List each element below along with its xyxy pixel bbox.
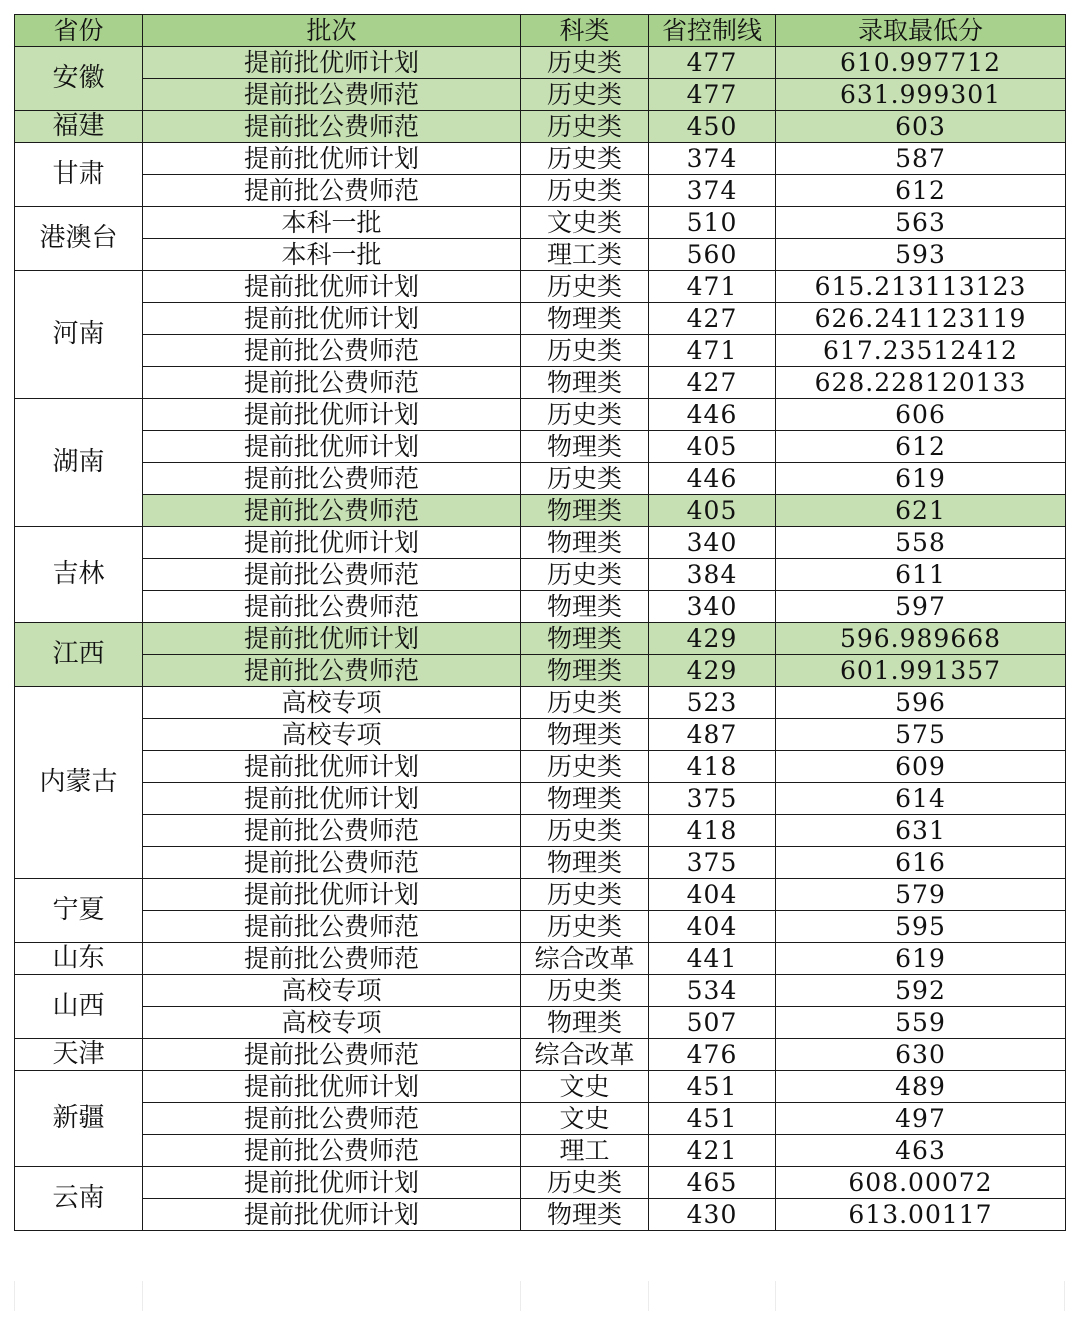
batch-cell[interactable]: 提前批公费师范: [143, 591, 521, 623]
min-score-cell[interactable]: 619: [776, 463, 1066, 495]
control-line-cell[interactable]: 404: [649, 911, 776, 943]
batch-cell[interactable]: 提前批优师计划: [143, 1071, 521, 1103]
control-line-cell[interactable]: 421: [649, 1135, 776, 1167]
control-line-cell[interactable]: 451: [649, 1103, 776, 1135]
min-score-cell[interactable]: 601.991357: [776, 655, 1066, 687]
empty-grid-area: [14, 1281, 1065, 1311]
subject-type-cell[interactable]: 文史类: [521, 207, 649, 239]
batch-cell[interactable]: 提前批优师计划: [143, 879, 521, 911]
table-row: [15, 1199, 1066, 1231]
subject-type-cell[interactable]: 历史类: [521, 559, 649, 591]
control-line-cell[interactable]: 476: [649, 1039, 776, 1071]
min-score-cell[interactable]: 613.00117: [776, 1199, 1066, 1231]
province-cell[interactable]: 湖南: [15, 399, 143, 527]
subject-type-cell[interactable]: 历史类: [521, 879, 649, 911]
control-line-cell[interactable]: 375: [649, 847, 776, 879]
min-score-cell[interactable]: 563: [776, 207, 1066, 239]
table-row: [15, 751, 1066, 783]
table-row: [15, 911, 1066, 943]
control-line-cell[interactable]: 465: [649, 1167, 776, 1199]
control-line-cell[interactable]: 340: [649, 591, 776, 623]
province-cell[interactable]: 内蒙古: [15, 687, 143, 879]
table-row: [15, 1135, 1066, 1167]
table-row: [15, 399, 1066, 431]
subject-type-cell[interactable]: 物理类: [521, 655, 649, 687]
province-cell[interactable]: 甘肃: [15, 143, 143, 207]
subject-type-cell[interactable]: 理工: [521, 1135, 649, 1167]
min-score-cell[interactable]: 616: [776, 847, 1066, 879]
batch-cell[interactable]: 提前批公费师范: [143, 335, 521, 367]
table-row: [15, 655, 1066, 687]
control-line-cell[interactable]: 477: [649, 79, 776, 111]
control-line-cell[interactable]: 340: [649, 527, 776, 559]
table-row: [15, 367, 1066, 399]
control-line-cell[interactable]: 507: [649, 1007, 776, 1039]
subject-type-cell[interactable]: 物理类: [521, 527, 649, 559]
province-cell[interactable]: 天津: [15, 1039, 143, 1071]
batch-cell[interactable]: 提前批优师计划: [143, 623, 521, 655]
batch-cell[interactable]: 提前批公费师范: [143, 559, 521, 591]
batch-cell[interactable]: 提前批公费师范: [143, 943, 521, 975]
subject-type-cell[interactable]: 物理类: [521, 847, 649, 879]
admission-score-table: [14, 14, 1066, 1231]
min-score-cell[interactable]: 619: [776, 943, 1066, 975]
min-score-cell[interactable]: 579: [776, 879, 1066, 911]
subject-type-cell[interactable]: 历史类: [521, 1167, 649, 1199]
batch-cell[interactable]: 提前批优师计划: [143, 527, 521, 559]
subject-type-cell[interactable]: 历史类: [521, 175, 649, 207]
table-row: [15, 47, 1066, 79]
subject-type-cell[interactable]: 历史类: [521, 687, 649, 719]
table-row: [15, 175, 1066, 207]
min-score-cell[interactable]: 621: [776, 495, 1066, 527]
subject-type-cell[interactable]: 历史类: [521, 47, 649, 79]
batch-cell[interactable]: 高校专项: [143, 719, 521, 751]
subject-type-cell[interactable]: 物理类: [521, 591, 649, 623]
subject-type-cell[interactable]: 物理类: [521, 303, 649, 335]
subject-type-cell[interactable]: 文史: [521, 1103, 649, 1135]
subject-type-cell[interactable]: 物理类: [521, 623, 649, 655]
subject-type-cell[interactable]: 理工类: [521, 239, 649, 271]
batch-cell[interactable]: 提前批公费师范: [143, 815, 521, 847]
min-score-cell[interactable]: 617.23512412: [776, 335, 1066, 367]
min-score-cell[interactable]: 603: [776, 111, 1066, 143]
min-score-cell[interactable]: 558: [776, 527, 1066, 559]
control-line-cell[interactable]: 384: [649, 559, 776, 591]
min-score-cell[interactable]: 626.241123119: [776, 303, 1066, 335]
batch-cell[interactable]: 提前批优师计划: [143, 303, 521, 335]
min-score-cell[interactable]: 631.999301: [776, 79, 1066, 111]
control-line-cell[interactable]: 560: [649, 239, 776, 271]
header-subject-type[interactable]: 科类: [521, 15, 649, 47]
subject-type-cell[interactable]: 历史类: [521, 335, 649, 367]
min-score-cell[interactable]: 628.228120133: [776, 367, 1066, 399]
province-cell[interactable]: 吉林: [15, 527, 143, 623]
subject-type-cell[interactable]: 历史类: [521, 751, 649, 783]
table-row: [15, 143, 1066, 175]
control-line-cell[interactable]: 487: [649, 719, 776, 751]
batch-cell[interactable]: 提前批公费师范: [143, 495, 521, 527]
province-cell[interactable]: 山东: [15, 943, 143, 975]
control-line-cell[interactable]: 405: [649, 431, 776, 463]
control-line-cell[interactable]: 430: [649, 1199, 776, 1231]
header-province[interactable]: 省份: [15, 15, 143, 47]
province-cell[interactable]: 江西: [15, 623, 143, 687]
min-score-cell[interactable]: 606: [776, 399, 1066, 431]
subject-type-cell[interactable]: 历史类: [521, 815, 649, 847]
min-score-cell[interactable]: 614: [776, 783, 1066, 815]
table-row: [15, 559, 1066, 591]
province-cell[interactable]: 安徽: [15, 47, 143, 111]
min-score-cell[interactable]: 587: [776, 143, 1066, 175]
min-score-cell[interactable]: 610.997712: [776, 47, 1066, 79]
min-score-cell[interactable]: 463: [776, 1135, 1066, 1167]
subject-type-cell[interactable]: 文史: [521, 1071, 649, 1103]
batch-cell[interactable]: 提前批优师计划: [143, 431, 521, 463]
control-line-cell[interactable]: 451: [649, 1071, 776, 1103]
min-score-cell[interactable]: 595: [776, 911, 1066, 943]
header-row: [15, 15, 1066, 47]
control-line-cell[interactable]: 534: [649, 975, 776, 1007]
province-cell[interactable]: 河南: [15, 271, 143, 399]
province-cell[interactable]: 新疆: [15, 1071, 143, 1167]
table-row: [15, 335, 1066, 367]
batch-cell[interactable]: 提前批优师计划: [143, 399, 521, 431]
table-row: [15, 495, 1066, 527]
control-line-cell[interactable]: 427: [649, 367, 776, 399]
table-row: [15, 271, 1066, 303]
subject-type-cell[interactable]: 物理类: [521, 783, 649, 815]
header-min-score[interactable]: 录取最低分: [776, 15, 1066, 47]
batch-cell[interactable]: 提前批公费师范: [143, 847, 521, 879]
table-row: [15, 1103, 1066, 1135]
control-line-cell[interactable]: 510: [649, 207, 776, 239]
control-line-cell[interactable]: 471: [649, 271, 776, 303]
batch-cell[interactable]: 提前批优师计划: [143, 271, 521, 303]
table-row: [15, 207, 1066, 239]
min-score-cell[interactable]: 559: [776, 1007, 1066, 1039]
control-line-cell[interactable]: 427: [649, 303, 776, 335]
min-score-cell[interactable]: 596.989668: [776, 623, 1066, 655]
table-body: [15, 47, 1066, 1231]
control-line-cell[interactable]: 374: [649, 143, 776, 175]
batch-cell[interactable]: 提前批优师计划: [143, 143, 521, 175]
table-row: [15, 975, 1066, 1007]
batch-cell[interactable]: 提前批公费师范: [143, 911, 521, 943]
batch-cell[interactable]: 提前批公费师范: [143, 1103, 521, 1135]
province-cell[interactable]: 港澳台: [15, 207, 143, 271]
control-line-cell[interactable]: 523: [649, 687, 776, 719]
province-cell[interactable]: 宁夏: [15, 879, 143, 943]
batch-cell[interactable]: 高校专项: [143, 975, 521, 1007]
batch-cell[interactable]: 提前批公费师范: [143, 463, 521, 495]
min-score-cell[interactable]: 597: [776, 591, 1066, 623]
min-score-cell[interactable]: 611: [776, 559, 1066, 591]
control-line-cell[interactable]: 441: [649, 943, 776, 975]
province-cell[interactable]: 云南: [15, 1167, 143, 1231]
table-header: [15, 15, 1066, 47]
subject-type-cell[interactable]: 物理类: [521, 1007, 649, 1039]
table-row: [15, 79, 1066, 111]
control-line-cell[interactable]: 375: [649, 783, 776, 815]
table-row: [15, 687, 1066, 719]
table-row: [15, 879, 1066, 911]
batch-cell[interactable]: 本科一批: [143, 207, 521, 239]
table-row: [15, 815, 1066, 847]
min-score-cell[interactable]: 609: [776, 751, 1066, 783]
batch-cell[interactable]: 提前批公费师范: [143, 367, 521, 399]
batch-cell[interactable]: 提前批公费师范: [143, 1039, 521, 1071]
subject-type-cell[interactable]: 物理类: [521, 495, 649, 527]
batch-cell[interactable]: 高校专项: [143, 687, 521, 719]
batch-cell[interactable]: 本科一批: [143, 239, 521, 271]
subject-type-cell[interactable]: 历史类: [521, 911, 649, 943]
table-row: [15, 111, 1066, 143]
table-row: [15, 847, 1066, 879]
min-score-cell[interactable]: 608.00072: [776, 1167, 1066, 1199]
table-row: [15, 943, 1066, 975]
batch-cell[interactable]: 提前批优师计划: [143, 751, 521, 783]
control-line-cell[interactable]: 429: [649, 623, 776, 655]
subject-type-cell[interactable]: 历史类: [521, 463, 649, 495]
min-score-cell[interactable]: 592: [776, 975, 1066, 1007]
table-row: [15, 303, 1066, 335]
min-score-cell[interactable]: 615.213113123: [776, 271, 1066, 303]
subject-type-cell[interactable]: 综合改革: [521, 1039, 649, 1071]
table-row: [15, 783, 1066, 815]
table-row: [15, 463, 1066, 495]
subject-type-cell[interactable]: 历史类: [521, 143, 649, 175]
subject-type-cell[interactable]: 历史类: [521, 111, 649, 143]
header-control-line[interactable]: 省控制线: [649, 15, 776, 47]
min-score-cell[interactable]: 593: [776, 239, 1066, 271]
table-row: [15, 239, 1066, 271]
table-row: [15, 623, 1066, 655]
table-row: [15, 431, 1066, 463]
table-row: [15, 1071, 1066, 1103]
subject-type-cell[interactable]: 物理类: [521, 367, 649, 399]
table-row: [15, 591, 1066, 623]
control-line-cell[interactable]: 404: [649, 879, 776, 911]
batch-cell[interactable]: 提前批优师计划: [143, 47, 521, 79]
batch-cell[interactable]: 提前批优师计划: [143, 1167, 521, 1199]
control-line-cell[interactable]: 405: [649, 495, 776, 527]
control-line-cell[interactable]: 429: [649, 655, 776, 687]
subject-type-cell[interactable]: 历史类: [521, 271, 649, 303]
batch-cell[interactable]: 提前批公费师范: [143, 79, 521, 111]
control-line-cell[interactable]: 446: [649, 463, 776, 495]
batch-cell[interactable]: 提前批优师计划: [143, 783, 521, 815]
batch-cell[interactable]: 提前批公费师范: [143, 175, 521, 207]
subject-type-cell[interactable]: 物理类: [521, 719, 649, 751]
subject-type-cell[interactable]: 历史类: [521, 975, 649, 1007]
table-row: [15, 719, 1066, 751]
subject-type-cell[interactable]: 物理类: [521, 431, 649, 463]
subject-type-cell[interactable]: 历史类: [521, 399, 649, 431]
table-row: [15, 1007, 1066, 1039]
control-line-cell[interactable]: 418: [649, 815, 776, 847]
header-batch[interactable]: 批次: [143, 15, 521, 47]
table-row: [15, 1167, 1066, 1199]
control-line-cell[interactable]: 418: [649, 751, 776, 783]
min-score-cell[interactable]: 575: [776, 719, 1066, 751]
control-line-cell[interactable]: 477: [649, 47, 776, 79]
min-score-cell[interactable]: 630: [776, 1039, 1066, 1071]
min-score-cell[interactable]: 612: [776, 175, 1066, 207]
table-row: [15, 527, 1066, 559]
control-line-cell[interactable]: 450: [649, 111, 776, 143]
control-line-cell[interactable]: 374: [649, 175, 776, 207]
min-score-cell[interactable]: 631: [776, 815, 1066, 847]
table-row: [15, 1039, 1066, 1071]
min-score-cell[interactable]: 612: [776, 431, 1066, 463]
subject-type-cell[interactable]: 物理类: [521, 1199, 649, 1231]
batch-cell[interactable]: 提前批公费师范: [143, 655, 521, 687]
min-score-cell[interactable]: 489: [776, 1071, 1066, 1103]
province-cell[interactable]: 福建: [15, 111, 143, 143]
control-line-cell[interactable]: 446: [649, 399, 776, 431]
subject-type-cell[interactable]: 历史类: [521, 79, 649, 111]
batch-cell[interactable]: 提前批公费师范: [143, 111, 521, 143]
batch-cell[interactable]: 提前批优师计划: [143, 1199, 521, 1231]
province-cell[interactable]: 山西: [15, 975, 143, 1039]
subject-type-cell[interactable]: 综合改革: [521, 943, 649, 975]
batch-cell[interactable]: 提前批公费师范: [143, 1135, 521, 1167]
min-score-cell[interactable]: 497: [776, 1103, 1066, 1135]
control-line-cell[interactable]: 471: [649, 335, 776, 367]
batch-cell[interactable]: 高校专项: [143, 1007, 521, 1039]
min-score-cell[interactable]: 596: [776, 687, 1066, 719]
